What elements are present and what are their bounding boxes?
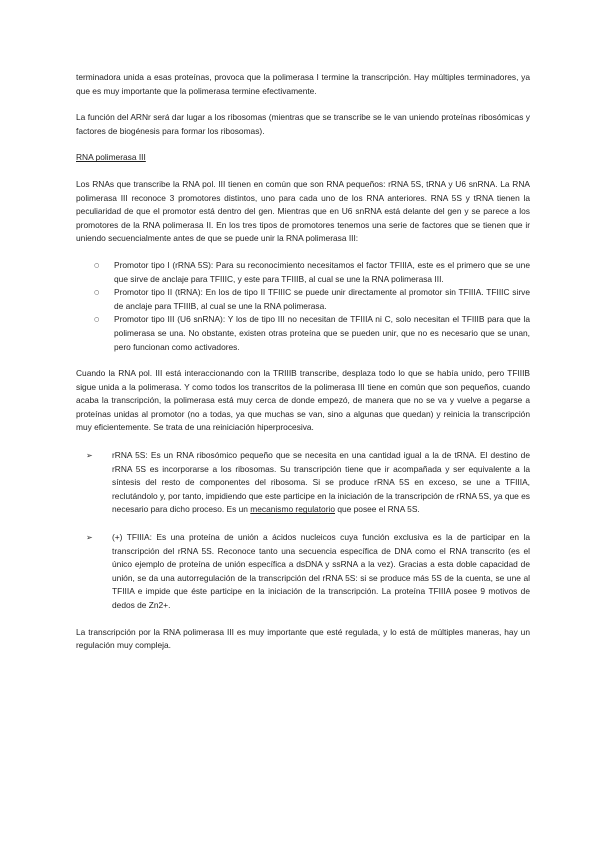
paragraph-regulation: La transcripción por la RNA polimerasa III es muy importante que esté regulada, y lo está de múltiples maneras, hay un regulación muy compleja. <box>76 626 530 651</box>
section-heading: RNA polimerasa III <box>76 152 146 163</box>
arrowhead-bullet-icon: ➢ <box>86 451 93 461</box>
paragraph-terminator: terminadora unida a esas proteínas, provoca que la polimerasa I termine la transcripción. Hay múltiples terminadores, ya que es muy importante que la polimerasa termine efectivamente. <box>76 72 530 96</box>
paragraph-arnr-function: La función del ARNr será dar lugar a los ribosomas (mientras que se transcribe se le van uniendo proteínas ribosómicas y factores de biogénesis para formar los ribosomas). <box>76 112 530 136</box>
arrow-item-tfiiia <box>76 531 530 613</box>
arrow-item-text-end: que posee el RNA 5S. <box>335 504 420 515</box>
promoter-item-type-3: ○ Promotor tipo III (U6 snRNA): Y los de tipo III no necesitan de TFIIIA ni C, solo necesitan el TFIIIB para que la polimerasa se una. No obstante, existen otras proteína que se pueden unir, que no es necesario que se unan, pero funcionan como activadores. <box>114 313 530 354</box>
arrowhead-bullet-icon: ➢ <box>86 533 93 543</box>
paragraph-reinitiation: Cuando la RNA pol. III está interaccionando con la TRIIIB transcribe, desplaza todo lo que se había unido, pero TFIIIB sigue unida a la polimerasa. Y como todos los transcritos de la polimerasa III tiene en común que son pequeños, cuando acaba la transcripción, la polimerasa está muy cerca de donde empezó, de manera que no se va y vuelve a pegarse a proteínas unidas al promotor (no a todas, ya que muchas se van, sino a algunas que quedan) y reinicia la transcripción muy eficientemente. Se trata de una reiniciación hiperprocesiva. <box>76 368 530 433</box>
promoter-item-type-1: ○ Promotor tipo I (rRNA 5S): Para su reconocimiento necesitamos el factor TFIIIA, este es el primero que se une que sirve de anclaje para TFIIIC, y este para TFIIIB, al cual se une la RNA polimerasa III. <box>114 259 530 286</box>
arrow-item-text: (+) TFIIIA: Es una proteína de unión a ácidos nucleicos cuya función exclusiva es la de participar en la transcripción del rRNA 5S. Reconoce tanto una secuencia específica de DNA como el RNA transcrito (es el único ejemplo de proteína de unión específica a dsDNA y ssRNA a la vez). Gracias a esta doble capacidad de unión, se da una autorregulación de la transcripción del rRNA 5S: si se produce más 5S de la cuenta, se une al TFIIIA e impide que éste participe en la iniciación de la transcripción. La proteína TFIIIA posee 9 motivos de dedos de Zn2+. <box>112 532 530 610</box>
arrow-item-text: rRNA 5S: Es un RNA ribosómico pequeño que se necesita en una cantidad igual a la de tRNA. El destino de rRNA 5S es incorporarse a los ribosomas. Su transcripción tiene que ir acompañada y ser equivalente a la síntesis del resto de componentes del ribosoma. Si se produce rRNA 5S en exceso, se une a TFIIIA, reclutándolo y, por tanto, impidiendo que este participe en la iniciación de la transcripción de rRNA 5S, ya que es necesario para dicho proceso. Es un <box>112 450 530 515</box>
regulatory-mechanism-link[interactable]: mecanismo regulatorio <box>250 504 336 515</box>
paragraph-rna-pol-iii: Los RNAs que transcribe la RNA pol. III tienen en común que son RNA pequeños: rRNA 5S, tRNA y U6 snRNA. La RNA polimerasa III reconoce 3 promotores distintos, uno para cada uno de los RNA anteriores. RNA 5S y tRNA tienen la peculiaridad de que el promotor está dentro del gen. Mientras que en U6 snRNA está delante del gen y se parece a los promotores de la RNA polimerasa II. En los tres tipos de promotores tenemos una serie de factores que se tienen que ir uniendo secuencialmente antes de que se puede unir la RNA polimerasa III: <box>76 178 530 244</box>
promoter-list <box>76 259 530 354</box>
promoter-item-type-2: ○ Promotor tipo II (tRNA): En los de tipo II TFIIIC se puede unir directamente al promotor sin TFIIIA. TFIIIC sirve de anclaje para TFIIIB, al cual se une la RNA polimerasa. <box>114 286 530 313</box>
arrow-item-rrna-5s <box>76 449 530 517</box>
